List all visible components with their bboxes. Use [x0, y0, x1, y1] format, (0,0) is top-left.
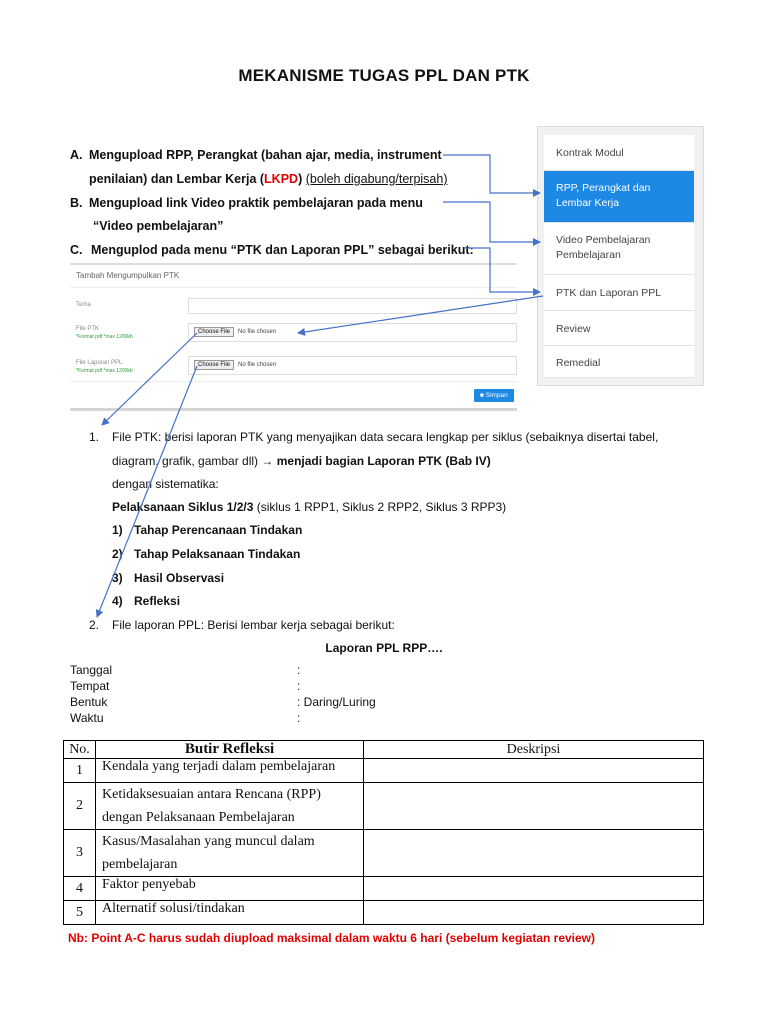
- field-value: :: [297, 663, 301, 677]
- arrow-b-to-video: [443, 202, 540, 242]
- file-laporan-hint: *Format pdf *max 1200kb: [76, 368, 133, 374]
- file-ptk-label: File PTK: [76, 326, 100, 332]
- menu-item-label: Video Pembelajaran: [556, 234, 651, 246]
- report-title: Laporan PPL RPP….: [325, 641, 443, 655]
- floppy-disk-icon: ■: [480, 392, 484, 399]
- menu-item-label: RPP, Perangkat dan: [556, 182, 651, 194]
- deadline-note: Nb: Point A-C harus sudah diupload maksimal dalam waktu 6 hari (sebelum kegiatan review): [68, 931, 596, 945]
- file-ptk-hint: *Format pdf *max 1200kb: [76, 334, 133, 340]
- step-a-letter: A.: [70, 148, 83, 162]
- form-title: Tambah Mengumpulkan PTK: [76, 271, 180, 280]
- file-ptk-status: No file chosen: [238, 329, 277, 335]
- row-butir-line1: Faktor penyebab: [102, 877, 196, 892]
- list-item-2-text: File laporan PPL: Berisi lembar kerja sebagai berikut:: [112, 618, 395, 632]
- row-butir-line1: Ketidaksesuaian antara Rencana (RPP): [102, 787, 321, 802]
- tema-label: Tema: [76, 302, 91, 308]
- sub-item-text: Refleksi: [134, 594, 181, 608]
- menu-item-label-2: Pembelajaran: [556, 249, 621, 261]
- list-item-1-line2-bold: menjadi bagian Laporan PTK (Bab IV): [276, 454, 491, 468]
- step-b-line2: “Video pembelajaran”: [93, 219, 224, 233]
- arrow-file-ptk-to-item1: [102, 333, 197, 425]
- row-butir-line2: dengan Pelaksanaan Pembelajaran: [102, 810, 295, 825]
- list-item-1-num: 1.: [89, 430, 100, 444]
- list-item-2-num: 2.: [89, 618, 100, 632]
- menu-item-label: Kontrak Modul: [556, 147, 624, 159]
- step-c-line1: Menguplod pada menu “PTK dan Laporan PPL” sebagai berikut:: [91, 243, 474, 257]
- menu-item-label: Review: [556, 323, 591, 335]
- row-number: 5: [64, 901, 96, 925]
- list-item-1-line1: File PTK: berisi laporan PTK yang menyajikan data secara lengkap per siklus (sebaiknya disertai tabel,: [112, 430, 659, 444]
- field-value: : Daring/Luring: [297, 695, 376, 709]
- sub-item-text: Tahap Pelaksanaan Tindakan: [134, 547, 301, 561]
- file-laporan-status: No file chosen: [238, 362, 277, 368]
- row-butir-line1: Kendala yang terjadi dalam pembelajaran: [102, 759, 336, 774]
- row-butir-line1: Kasus/Masalahan yang muncul dalam: [102, 834, 315, 849]
- row-butir-line1: Alternatif solusi/tindakan: [102, 901, 245, 916]
- lkpd-highlight: LKPD: [264, 172, 299, 186]
- menu-item-label-2: Lembar Kerja: [556, 197, 620, 209]
- menu-item-label: Remedial: [556, 357, 601, 369]
- siklus-detail: (siklus 1 RPP1, Siklus 2 RPP2, Siklus 3 RPP3): [253, 500, 507, 514]
- step-b-letter: B.: [70, 196, 83, 210]
- sub-item-num: 4): [112, 594, 123, 608]
- field-label: Bentuk: [70, 695, 108, 709]
- save-button-label: Simpan: [485, 392, 508, 399]
- sub-item-num: 2): [112, 547, 123, 561]
- step-a-line2-pre: penilaian) dan Lembar Kerja (: [89, 172, 265, 186]
- row-number: 3: [64, 830, 96, 877]
- sub-item-text: Tahap Perencanaan Tindakan: [134, 523, 303, 537]
- header-no: No.: [64, 741, 96, 759]
- file-ptk-choose-button[interactable]: Choose File: [194, 327, 234, 337]
- step-a-line2-post: ): [298, 172, 303, 186]
- siklus-heading: Pelaksanaan Siklus 1/2/3: [112, 500, 254, 514]
- arrow-ptk-to-form: [298, 296, 543, 333]
- arrow-file-laporan-to-item2: [97, 366, 197, 617]
- sub-item-num: 3): [112, 571, 123, 585]
- menu-item-label: PTK dan Laporan PPL: [556, 287, 662, 299]
- file-laporan-choose-button[interactable]: Choose File: [194, 360, 234, 370]
- header-butir: Butir Refleksi: [96, 741, 364, 759]
- arrow-a-to-rpp: [443, 155, 540, 193]
- field-label: Tempat: [70, 679, 110, 693]
- step-a-note: (boleh digabung/terpisah): [305, 172, 448, 186]
- step-b-line1: Mengupload link Video praktik pembelajaran pada menu: [89, 196, 423, 210]
- file-laporan-label: File Laporan PPL: [76, 360, 123, 366]
- sub-item-num: 1): [112, 523, 123, 537]
- field-value: :: [297, 711, 301, 725]
- row-butir-line2: pembelajaran: [102, 857, 178, 872]
- step-c-letter: C.: [70, 243, 83, 257]
- list-item-1-line3: dengan sistematika:: [112, 477, 219, 491]
- field-label: Waktu: [70, 711, 104, 725]
- sub-item-text: Hasil Observasi: [134, 571, 225, 585]
- step-a-line1: Mengupload RPP, Perangkat (bahan ajar, media, instrument: [89, 148, 442, 162]
- row-number: 4: [64, 877, 96, 901]
- field-value: :: [297, 679, 301, 693]
- row-number: 2: [64, 783, 96, 830]
- arrow-c-to-ptk: [465, 248, 540, 292]
- list-item-1-line2-pre: diagram, grafik, gambar dll) →: [112, 454, 277, 468]
- page-title: MEKANISME TUGAS PPL DAN PTK: [238, 66, 530, 85]
- field-label: Tanggal: [70, 663, 113, 677]
- header-deskripsi: Deskripsi: [364, 741, 704, 759]
- row-number: 1: [64, 759, 96, 783]
